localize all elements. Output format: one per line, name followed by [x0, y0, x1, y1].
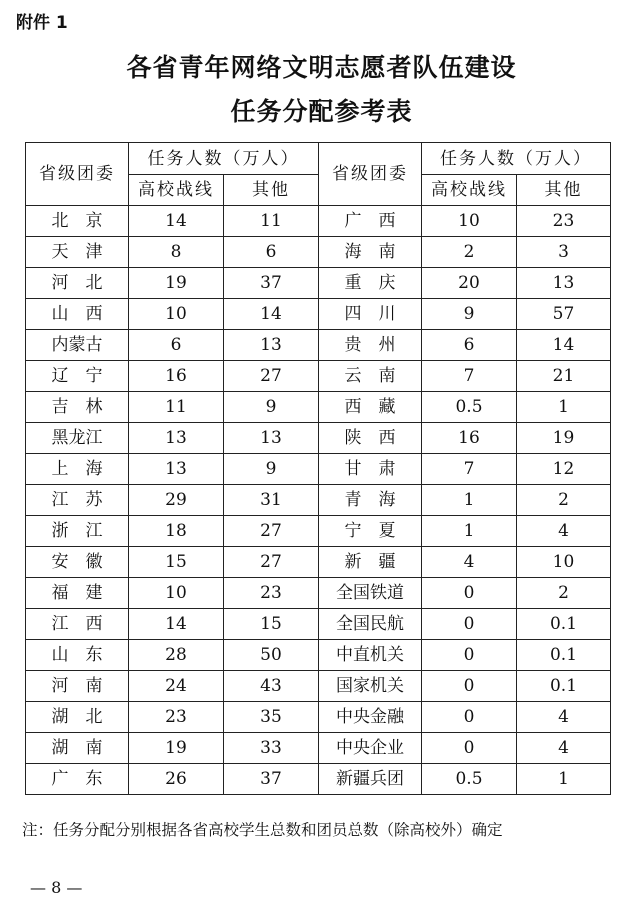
cell-other-left: 15 [224, 609, 319, 640]
cell-other-left: 23 [224, 578, 319, 609]
cell-province-left: 吉 林 [26, 392, 129, 423]
cell-college-left: 6 [129, 330, 224, 361]
cell-other-left: 35 [224, 702, 319, 733]
cell-other-left: 27 [224, 547, 319, 578]
cell-other-left: 9 [224, 392, 319, 423]
cell-province-right: 甘 肃 [319, 454, 422, 485]
cell-college-right: 16 [422, 423, 517, 454]
table-note: 注：任务分配分别根据各省高校学生总数和团员总数（除高校外）确定 [22, 821, 503, 839]
cell-other-right: 4 [517, 702, 611, 733]
table-row [26, 640, 611, 671]
cell-other-left: 50 [224, 640, 319, 671]
cell-other-right: 0.1 [517, 640, 611, 671]
cell-province-left: 河 南 [26, 671, 129, 702]
cell-province-left: 浙 江 [26, 516, 129, 547]
cell-other-right: 19 [517, 423, 611, 454]
cell-province-right: 云 南 [319, 361, 422, 392]
cell-other-right: 14 [517, 330, 611, 361]
header-province-right: 省级团委 [319, 143, 422, 206]
cell-college-left: 10 [129, 578, 224, 609]
cell-province-right: 青 海 [319, 485, 422, 516]
cell-college-left: 13 [129, 454, 224, 485]
cell-college-left: 15 [129, 547, 224, 578]
cell-other-left: 37 [224, 764, 319, 795]
cell-college-left: 16 [129, 361, 224, 392]
cell-college-left: 8 [129, 237, 224, 268]
header-other-left: 其他 [224, 175, 319, 206]
table-row [26, 237, 611, 268]
header-other-right: 其他 [517, 175, 611, 206]
cell-province-left: 湖 北 [26, 702, 129, 733]
cell-college-right: 0 [422, 733, 517, 764]
table-row [26, 454, 611, 485]
cell-other-left: 13 [224, 330, 319, 361]
cell-province-left: 上 海 [26, 454, 129, 485]
cell-province-right: 西 藏 [319, 392, 422, 423]
cell-province-left: 内蒙古 [26, 330, 129, 361]
cell-province-right: 中直机关 [319, 640, 422, 671]
cell-other-right: 23 [517, 206, 611, 237]
cell-province-left: 天 津 [26, 237, 129, 268]
document-title-line1: 各省青年网络文明志愿者队伍建设 [126, 53, 517, 82]
table-row [26, 733, 611, 764]
cell-college-right: 0.5 [422, 392, 517, 423]
cell-province-right: 中央企业 [319, 733, 422, 764]
cell-college-left: 26 [129, 764, 224, 795]
cell-college-left: 19 [129, 268, 224, 299]
cell-college-right: 0 [422, 609, 517, 640]
cell-province-right: 全国铁道 [319, 578, 422, 609]
cell-college-left: 29 [129, 485, 224, 516]
table-row [26, 423, 611, 454]
cell-other-left: 37 [224, 268, 319, 299]
table-row [26, 702, 611, 733]
cell-college-right: 1 [422, 485, 517, 516]
cell-province-left: 江 西 [26, 609, 129, 640]
table-row [26, 268, 611, 299]
cell-college-left: 11 [129, 392, 224, 423]
cell-province-left: 福 建 [26, 578, 129, 609]
cell-college-left: 13 [129, 423, 224, 454]
cell-province-right: 新疆兵团 [319, 764, 422, 795]
cell-province-left: 辽 宁 [26, 361, 129, 392]
table-row [26, 330, 611, 361]
cell-other-left: 14 [224, 299, 319, 330]
cell-college-left: 19 [129, 733, 224, 764]
cell-college-left: 24 [129, 671, 224, 702]
cell-province-left: 江 苏 [26, 485, 129, 516]
cell-province-right: 宁 夏 [319, 516, 422, 547]
cell-college-right: 1 [422, 516, 517, 547]
cell-province-right: 重 庆 [319, 268, 422, 299]
cell-other-left: 27 [224, 361, 319, 392]
cell-other-right: 1 [517, 392, 611, 423]
header-college-left: 高校战线 [129, 175, 224, 206]
header-task-right: 任务人数（万人） [422, 143, 611, 175]
cell-college-left: 14 [129, 206, 224, 237]
cell-province-right: 国家机关 [319, 671, 422, 702]
cell-province-left: 安 徽 [26, 547, 129, 578]
cell-province-right: 广 西 [319, 206, 422, 237]
table-row [26, 671, 611, 702]
table-row [26, 578, 611, 609]
cell-other-right: 2 [517, 578, 611, 609]
cell-province-right: 全国民航 [319, 609, 422, 640]
cell-province-right: 四 川 [319, 299, 422, 330]
table-header-row [26, 143, 611, 175]
cell-province-right: 新 疆 [319, 547, 422, 578]
cell-province-left: 北 京 [26, 206, 129, 237]
cell-college-right: 6 [422, 330, 517, 361]
cell-college-right: 9 [422, 299, 517, 330]
cell-college-right: 7 [422, 454, 517, 485]
table-row [26, 609, 611, 640]
cell-province-right: 贵 州 [319, 330, 422, 361]
cell-province-left: 山 西 [26, 299, 129, 330]
cell-province-right: 海 南 [319, 237, 422, 268]
table-row [26, 516, 611, 547]
cell-other-right: 12 [517, 454, 611, 485]
cell-college-right: 7 [422, 361, 517, 392]
table-row [26, 547, 611, 578]
cell-college-right: 0 [422, 578, 517, 609]
cell-other-right: 2 [517, 485, 611, 516]
cell-other-right: 10 [517, 547, 611, 578]
header-province-left: 省级团委 [26, 143, 129, 206]
header-task-left: 任务人数（万人） [129, 143, 319, 175]
cell-other-left: 11 [224, 206, 319, 237]
table-row [26, 764, 611, 795]
cell-college-right: 4 [422, 547, 517, 578]
document-title-line2: 任务分配参考表 [230, 97, 413, 126]
table-row [26, 299, 611, 330]
cell-other-right: 21 [517, 361, 611, 392]
cell-other-left: 6 [224, 237, 319, 268]
table-row [26, 485, 611, 516]
cell-college-right: 0 [422, 702, 517, 733]
cell-college-left: 14 [129, 609, 224, 640]
cell-other-left: 31 [224, 485, 319, 516]
cell-other-right: 1 [517, 764, 611, 795]
cell-other-right: 0.1 [517, 671, 611, 702]
cell-other-right: 3 [517, 237, 611, 268]
cell-college-right: 10 [422, 206, 517, 237]
table-row [26, 361, 611, 392]
cell-other-right: 4 [517, 733, 611, 764]
cell-province-left: 黑龙江 [26, 423, 129, 454]
cell-other-left: 27 [224, 516, 319, 547]
cell-province-right: 中央金融 [319, 702, 422, 733]
allocation-table [25, 142, 611, 795]
cell-college-right: 2 [422, 237, 517, 268]
cell-other-right: 57 [517, 299, 611, 330]
header-college-right: 高校战线 [422, 175, 517, 206]
cell-college-right: 0 [422, 671, 517, 702]
cell-other-right: 4 [517, 516, 611, 547]
cell-other-left: 33 [224, 733, 319, 764]
cell-college-right: 0.5 [422, 764, 517, 795]
cell-other-right: 13 [517, 268, 611, 299]
table-row [26, 206, 611, 237]
attachment-label: 附件 1 [16, 13, 68, 33]
cell-province-right: 陕 西 [319, 423, 422, 454]
cell-college-left: 10 [129, 299, 224, 330]
cell-other-left: 9 [224, 454, 319, 485]
cell-college-left: 23 [129, 702, 224, 733]
cell-province-left: 河 北 [26, 268, 129, 299]
cell-college-left: 18 [129, 516, 224, 547]
cell-other-left: 13 [224, 423, 319, 454]
cell-college-left: 28 [129, 640, 224, 671]
table-row [26, 392, 611, 423]
cell-college-right: 20 [422, 268, 517, 299]
cell-province-left: 山 东 [26, 640, 129, 671]
cell-other-right: 0.1 [517, 609, 611, 640]
cell-province-left: 湖 南 [26, 733, 129, 764]
cell-province-left: 广 东 [26, 764, 129, 795]
cell-other-left: 43 [224, 671, 319, 702]
page-number: — 8 — [30, 878, 83, 897]
cell-college-right: 0 [422, 640, 517, 671]
